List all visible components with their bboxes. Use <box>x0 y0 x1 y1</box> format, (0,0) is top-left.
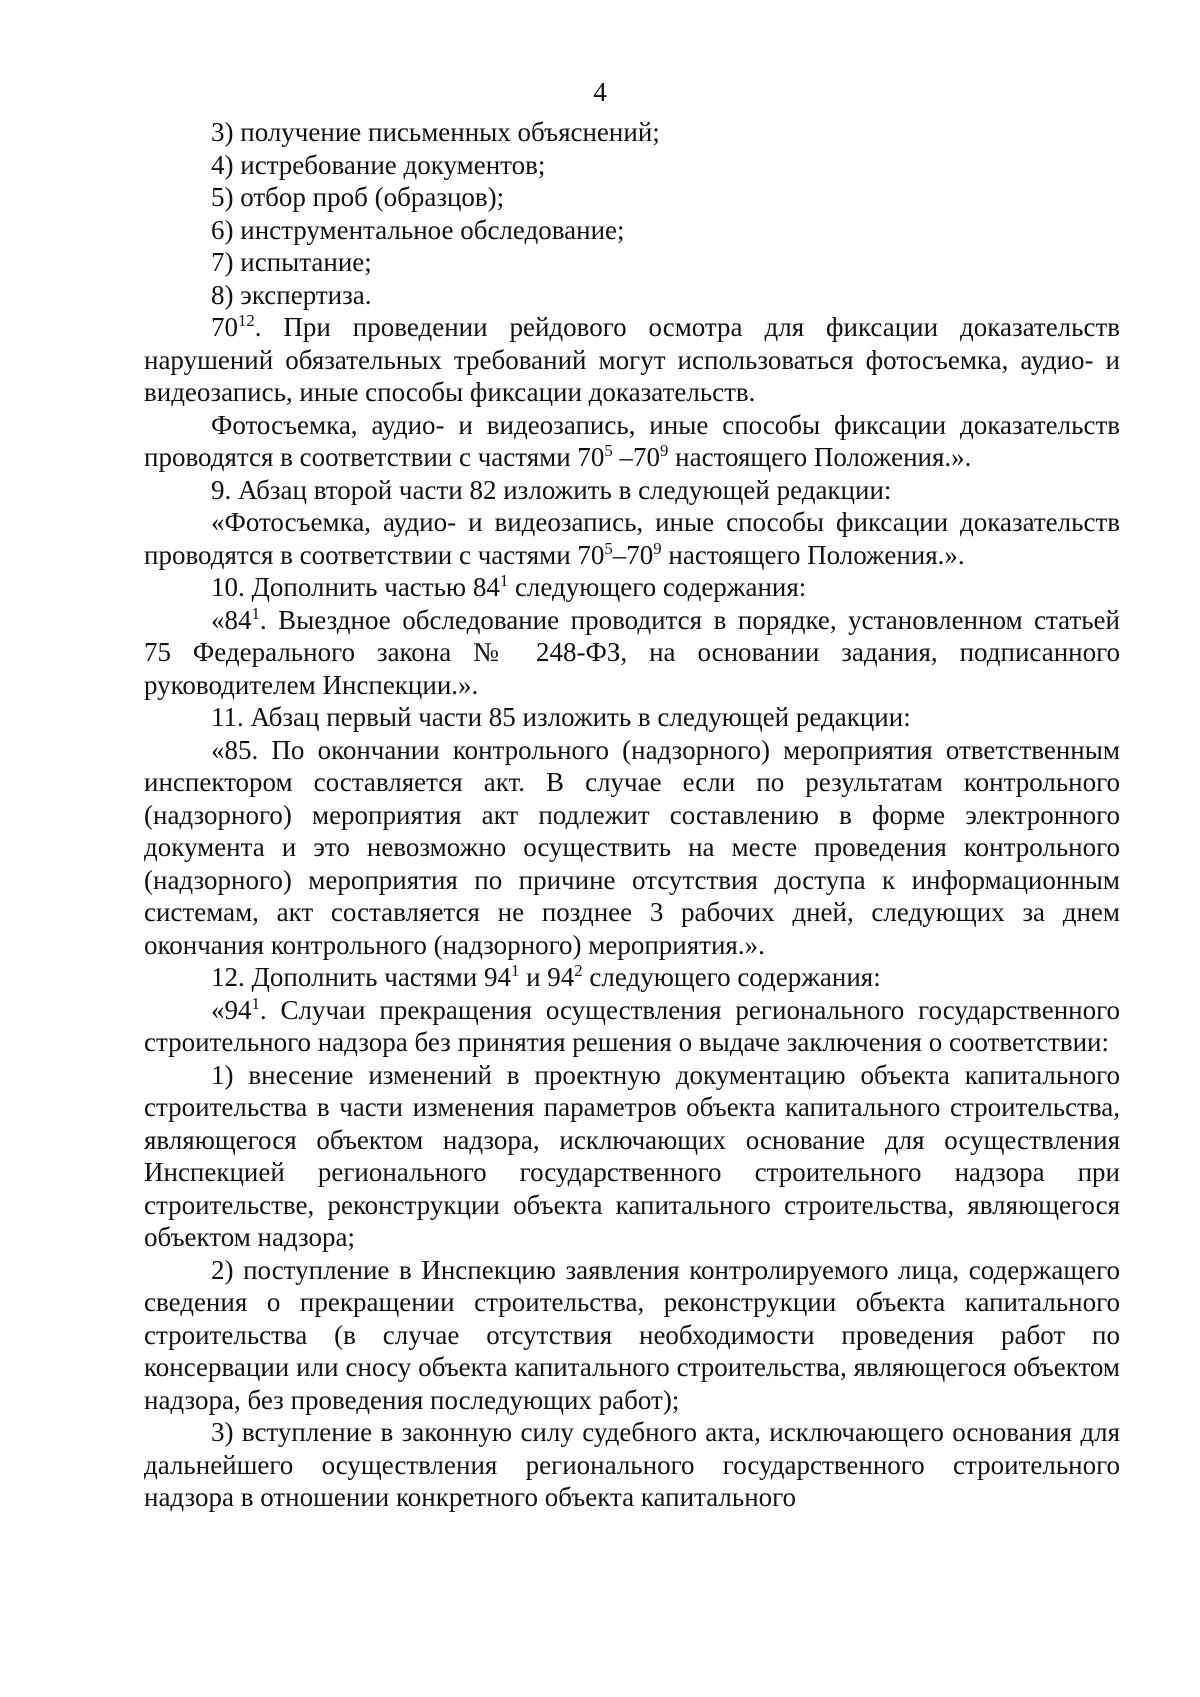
paragraph-94-1 <box>144 994 1120 1059</box>
list-item: 8) экспертиза. <box>211 279 372 310</box>
paragraph-text: следующего содержания: <box>508 572 807 602</box>
paragraph-text: «Фотосъемка, аудио- и видеозапись, иные способы фиксации доказательств проводятся в соответствии с частями 70 <box>144 507 1120 570</box>
superscript: 1 <box>510 960 520 980</box>
superscript: 5 <box>604 538 613 558</box>
paragraph-84-1 <box>144 604 1120 702</box>
subitem-1: 1) внесение изменений в проектную документацию объекта капитального строительства в части изменения параметров объекта капитального строительства, являющегося объектом надзора, исключающих основание для осуществления Инспекцией регионального государственного строительного надзора при строительстве, реконструкции объекта капитального строительства, являющегося объектом надзора; <box>144 1059 1120 1252</box>
superscript: 9 <box>653 538 662 558</box>
paragraph-photo-recording <box>144 409 1120 474</box>
subitem-2: 2) поступление в Инспекцию заявления контролируемого лица, содержащего сведения о прекращении строительства, реконструкции объекта капитального строительства (в случае отсутствия необходимости проведения работ по консервации или сносу объекта капитального строительства, являющегося объектом надзора, без проведения последующих работ); <box>144 1254 1120 1415</box>
superscript: 1 <box>499 570 509 590</box>
paragraph-text: . Случаи прекращения осуществления регионального государственного строительного надзора без принятия решения о выдаче заключения о соответствии: <box>144 994 1120 1057</box>
paragraph-text: Фотосъемка, аудио- и видеозапись, иные способы фиксации доказательств проводятся в соответствии с частями 70 <box>144 409 1120 472</box>
paragraph-text: . При проведении рейдового осмотра для фиксации доказательств нарушений обязательных требований могут использоваться фотосъемка, аудио- и видеозапись, иные способы фиксации доказательств. <box>144 312 1120 407</box>
paragraph-text: «94 <box>211 994 252 1025</box>
amendment-item-12 <box>144 961 1120 994</box>
list-item: 6) инструментальное обследование; <box>211 214 625 245</box>
section-number: 70 <box>211 312 238 342</box>
paragraph-text: –70 <box>612 442 661 472</box>
paragraph-text: . Выездное обследование проводится в порядке, установленном статьей 75 Федерального закона № 248-ФЗ, на основании задания, подписанного руководителем Инспекции.». <box>144 604 1120 700</box>
superscript: 1 <box>251 993 260 1013</box>
superscript: 1 <box>251 603 260 623</box>
list-item: 7) испытание; <box>211 247 372 277</box>
paragraph-text: 12. Дополнить частями 94 <box>211 962 511 992</box>
document-body <box>144 116 1120 1514</box>
superscript: 9 <box>660 440 669 460</box>
paragraph-text: –70 <box>612 539 654 570</box>
superscript: 5 <box>604 440 613 460</box>
paragraph-85: «85. По окончании контрольного (надзорного) мероприятия ответственным инспектором составляется акт. В случае если по результатам контрольного (надзорного) мероприятия акт подлежит составлению в форме электронного документа и это невозможно осуществить на месте проведения контрольного (надзорного) мероприятия по причине отсутствия доступа к информационным системам, акт составляется не позднее 3 рабочих дней, следующих за днем окончания контрольного (надзорного) мероприятия.». <box>144 734 1120 960</box>
amendment-item-9: 9. Абзац второй части 82 изложить в следующей редакции: <box>211 474 892 505</box>
paragraph-text: и 94 <box>519 962 575 992</box>
paragraph-70-12 <box>144 311 1120 409</box>
page-number: 4 <box>593 77 607 107</box>
amendment-item-11: 11. Абзац первый части 85 изложить в следующей редакции: <box>211 702 911 732</box>
paragraph-text: «84 <box>211 604 252 635</box>
list-item: 4) истребование документов; <box>211 149 546 180</box>
paragraph-text: следующего содержания: <box>582 962 881 992</box>
amendment-item-10 <box>144 571 1120 604</box>
paragraph-text: 10. Дополнить частью 84 <box>211 572 500 602</box>
superscript: 12 <box>238 310 255 330</box>
list-item: 5) отбор проб (образцов); <box>211 182 505 212</box>
subitem-3: 3) вступление в законную силу судебного акта, исключающего основания для дальнейшего осуществления регионального государственного строительного надзора в отношении конкретного объекта капитального <box>144 1417 1120 1512</box>
paragraph-82 <box>144 506 1120 571</box>
paragraph-text: настоящего Положения.». <box>661 539 965 570</box>
paragraph-text: настоящего Положения.». <box>668 442 972 472</box>
list-item: 3) получение письменных объяснений; <box>211 117 660 147</box>
superscript: 2 <box>574 960 583 980</box>
